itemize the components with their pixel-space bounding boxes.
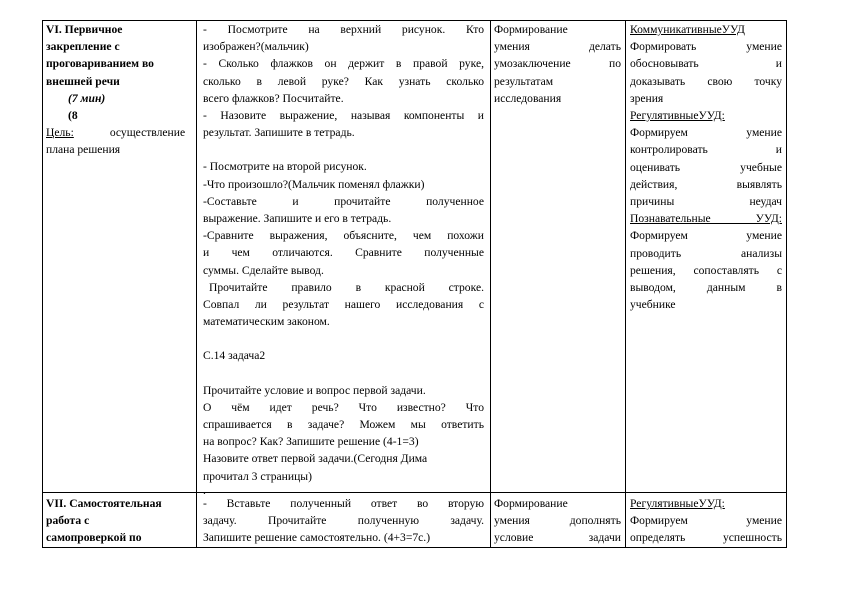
stage-cell bbox=[46, 495, 192, 547]
content-line: изображен?(мальчик) bbox=[203, 40, 309, 54]
result-line: умения дополнять bbox=[494, 514, 621, 528]
uud-heading: Познавательные УУД: bbox=[630, 212, 782, 226]
content-line: - Назовите выражение, называя компоненты и bbox=[203, 109, 484, 123]
content-spacer bbox=[203, 141, 484, 158]
stage-title-line: закрепление с bbox=[46, 40, 120, 54]
content-spacer bbox=[203, 330, 484, 347]
uud-line: действия, выявлять bbox=[630, 177, 782, 191]
result-line: результатам bbox=[494, 74, 554, 88]
table-right-border bbox=[786, 20, 787, 548]
content-line: Назовите ответ первой задачи.(Сегодня Дима bbox=[203, 452, 428, 466]
stage-title-line: самопроверкой по bbox=[46, 531, 142, 545]
result-line: исследования bbox=[494, 91, 562, 105]
uud-line: контролировать и bbox=[630, 143, 782, 157]
content-cell bbox=[203, 495, 484, 547]
content-spacer bbox=[203, 365, 484, 382]
uud-cell bbox=[630, 495, 782, 547]
goal-text: осуществление bbox=[109, 126, 186, 140]
uud-line: Формируем умение bbox=[630, 229, 782, 243]
stage-title-line: VII. Самостоятельная bbox=[46, 497, 162, 510]
column-divider bbox=[490, 20, 491, 548]
content-line: - Сколько флажков он держит в правой руке, bbox=[203, 57, 484, 71]
result-line: Формирование bbox=[494, 497, 568, 510]
content-line: -Сравните выражения, объясните, чем похожи bbox=[203, 229, 484, 243]
content-line: - Посмотрите на верхний рисунок. Кто bbox=[203, 23, 484, 36]
result-line: умозаключение по bbox=[494, 57, 621, 71]
content-line: сколько в левой руке? Как узнать сколько bbox=[203, 74, 484, 88]
content-line: спрашивается в задаче? Можем мы ответить bbox=[203, 418, 484, 432]
content-line: . bbox=[203, 483, 206, 497]
content-line: - Вставьте полученный ответ во вторую bbox=[203, 497, 484, 510]
uud-line: Формируем умение bbox=[630, 126, 782, 140]
uud-line: решения, сопоставлять с bbox=[630, 263, 782, 277]
uud-line: зрения bbox=[630, 91, 664, 105]
column-divider bbox=[196, 20, 197, 548]
content-line: задачу. Прочитайте полученную задачу. bbox=[203, 514, 484, 528]
uud-line: Формируем умение bbox=[630, 514, 782, 528]
uud-line: обосновывать и bbox=[630, 57, 782, 71]
content-line: выражение. Запишите и его в тетрадь. bbox=[203, 212, 392, 226]
stage-title-line: работа с bbox=[46, 514, 90, 528]
content-line: на вопрос? Как? Запишите решение (4-1=3) bbox=[203, 435, 419, 449]
uud-line: оценивать учебные bbox=[630, 160, 782, 174]
uud-heading: КоммуникативныеУУД bbox=[630, 23, 745, 36]
uud-line: выводом, данным в bbox=[630, 281, 782, 295]
table-left-border bbox=[42, 20, 43, 548]
stage-time: (8 bbox=[68, 109, 78, 123]
uud-heading: РегулятивныеУУД: bbox=[630, 109, 725, 123]
result-cell bbox=[494, 21, 621, 107]
result-line: Формирование bbox=[494, 23, 568, 36]
stage-title-line: проговариванием во bbox=[46, 57, 154, 71]
uud-line: причины неудач bbox=[630, 195, 782, 209]
uud-heading: РегулятивныеУУД: bbox=[630, 497, 725, 510]
content-line: -Что произошло?(Мальчик поменял флажки) bbox=[203, 177, 425, 191]
task-reference: С.14 задача2 bbox=[203, 349, 266, 363]
uud-cell bbox=[630, 21, 782, 313]
goal-text: плана решения bbox=[46, 143, 121, 157]
table-bottom-border bbox=[42, 547, 787, 548]
uud-line: Формировать умение bbox=[630, 40, 782, 54]
stage-cell bbox=[46, 21, 192, 159]
uud-line: проводить анализы bbox=[630, 246, 782, 260]
content-line: Совпал ли результат нашего исследования с bbox=[203, 298, 484, 312]
stage-time: (7 мин) bbox=[68, 91, 106, 105]
content-line: суммы. Сделайте вывод. bbox=[203, 263, 324, 277]
result-cell bbox=[494, 495, 621, 547]
content-line: результат. Запишите в тетрадь. bbox=[203, 126, 355, 140]
content-line: Запишите решение самостоятельно. (4+3=7с.) bbox=[203, 531, 431, 545]
content-line: Прочитайте правило в красной строке. bbox=[209, 280, 484, 294]
content-line: математическим законом. bbox=[203, 315, 330, 329]
stage-goal bbox=[46, 124, 192, 141]
column-divider bbox=[625, 20, 626, 548]
content-line: всего флажков? Посчитайте. bbox=[203, 91, 344, 105]
content-line: - Посмотрите на второй рисунок. bbox=[203, 160, 367, 174]
content-line: Прочитайте условие и вопрос первой задачи. bbox=[203, 383, 426, 397]
lesson-plan-table bbox=[42, 20, 787, 548]
content-line: О чём идет речь? Что известно? Что bbox=[203, 400, 484, 414]
uud-line: определять успешность bbox=[630, 531, 782, 545]
uud-line: учебнике bbox=[630, 298, 676, 312]
stage-title-line: внешней речи bbox=[46, 74, 120, 88]
stage-title-line: VI. Первичное bbox=[46, 23, 123, 36]
result-line: умения делать bbox=[494, 40, 621, 54]
uud-line: доказывать свою точку bbox=[630, 74, 782, 88]
goal-label: Цель: bbox=[46, 126, 74, 140]
content-line: -Составьте и прочитайте полученное bbox=[203, 194, 484, 208]
content-line: прочитал 3 страницы) bbox=[203, 469, 312, 483]
content-cell bbox=[203, 21, 484, 497]
result-line: условие задачи bbox=[494, 531, 621, 545]
content-line: и чем отличаются. Сравните полученные bbox=[203, 246, 484, 260]
